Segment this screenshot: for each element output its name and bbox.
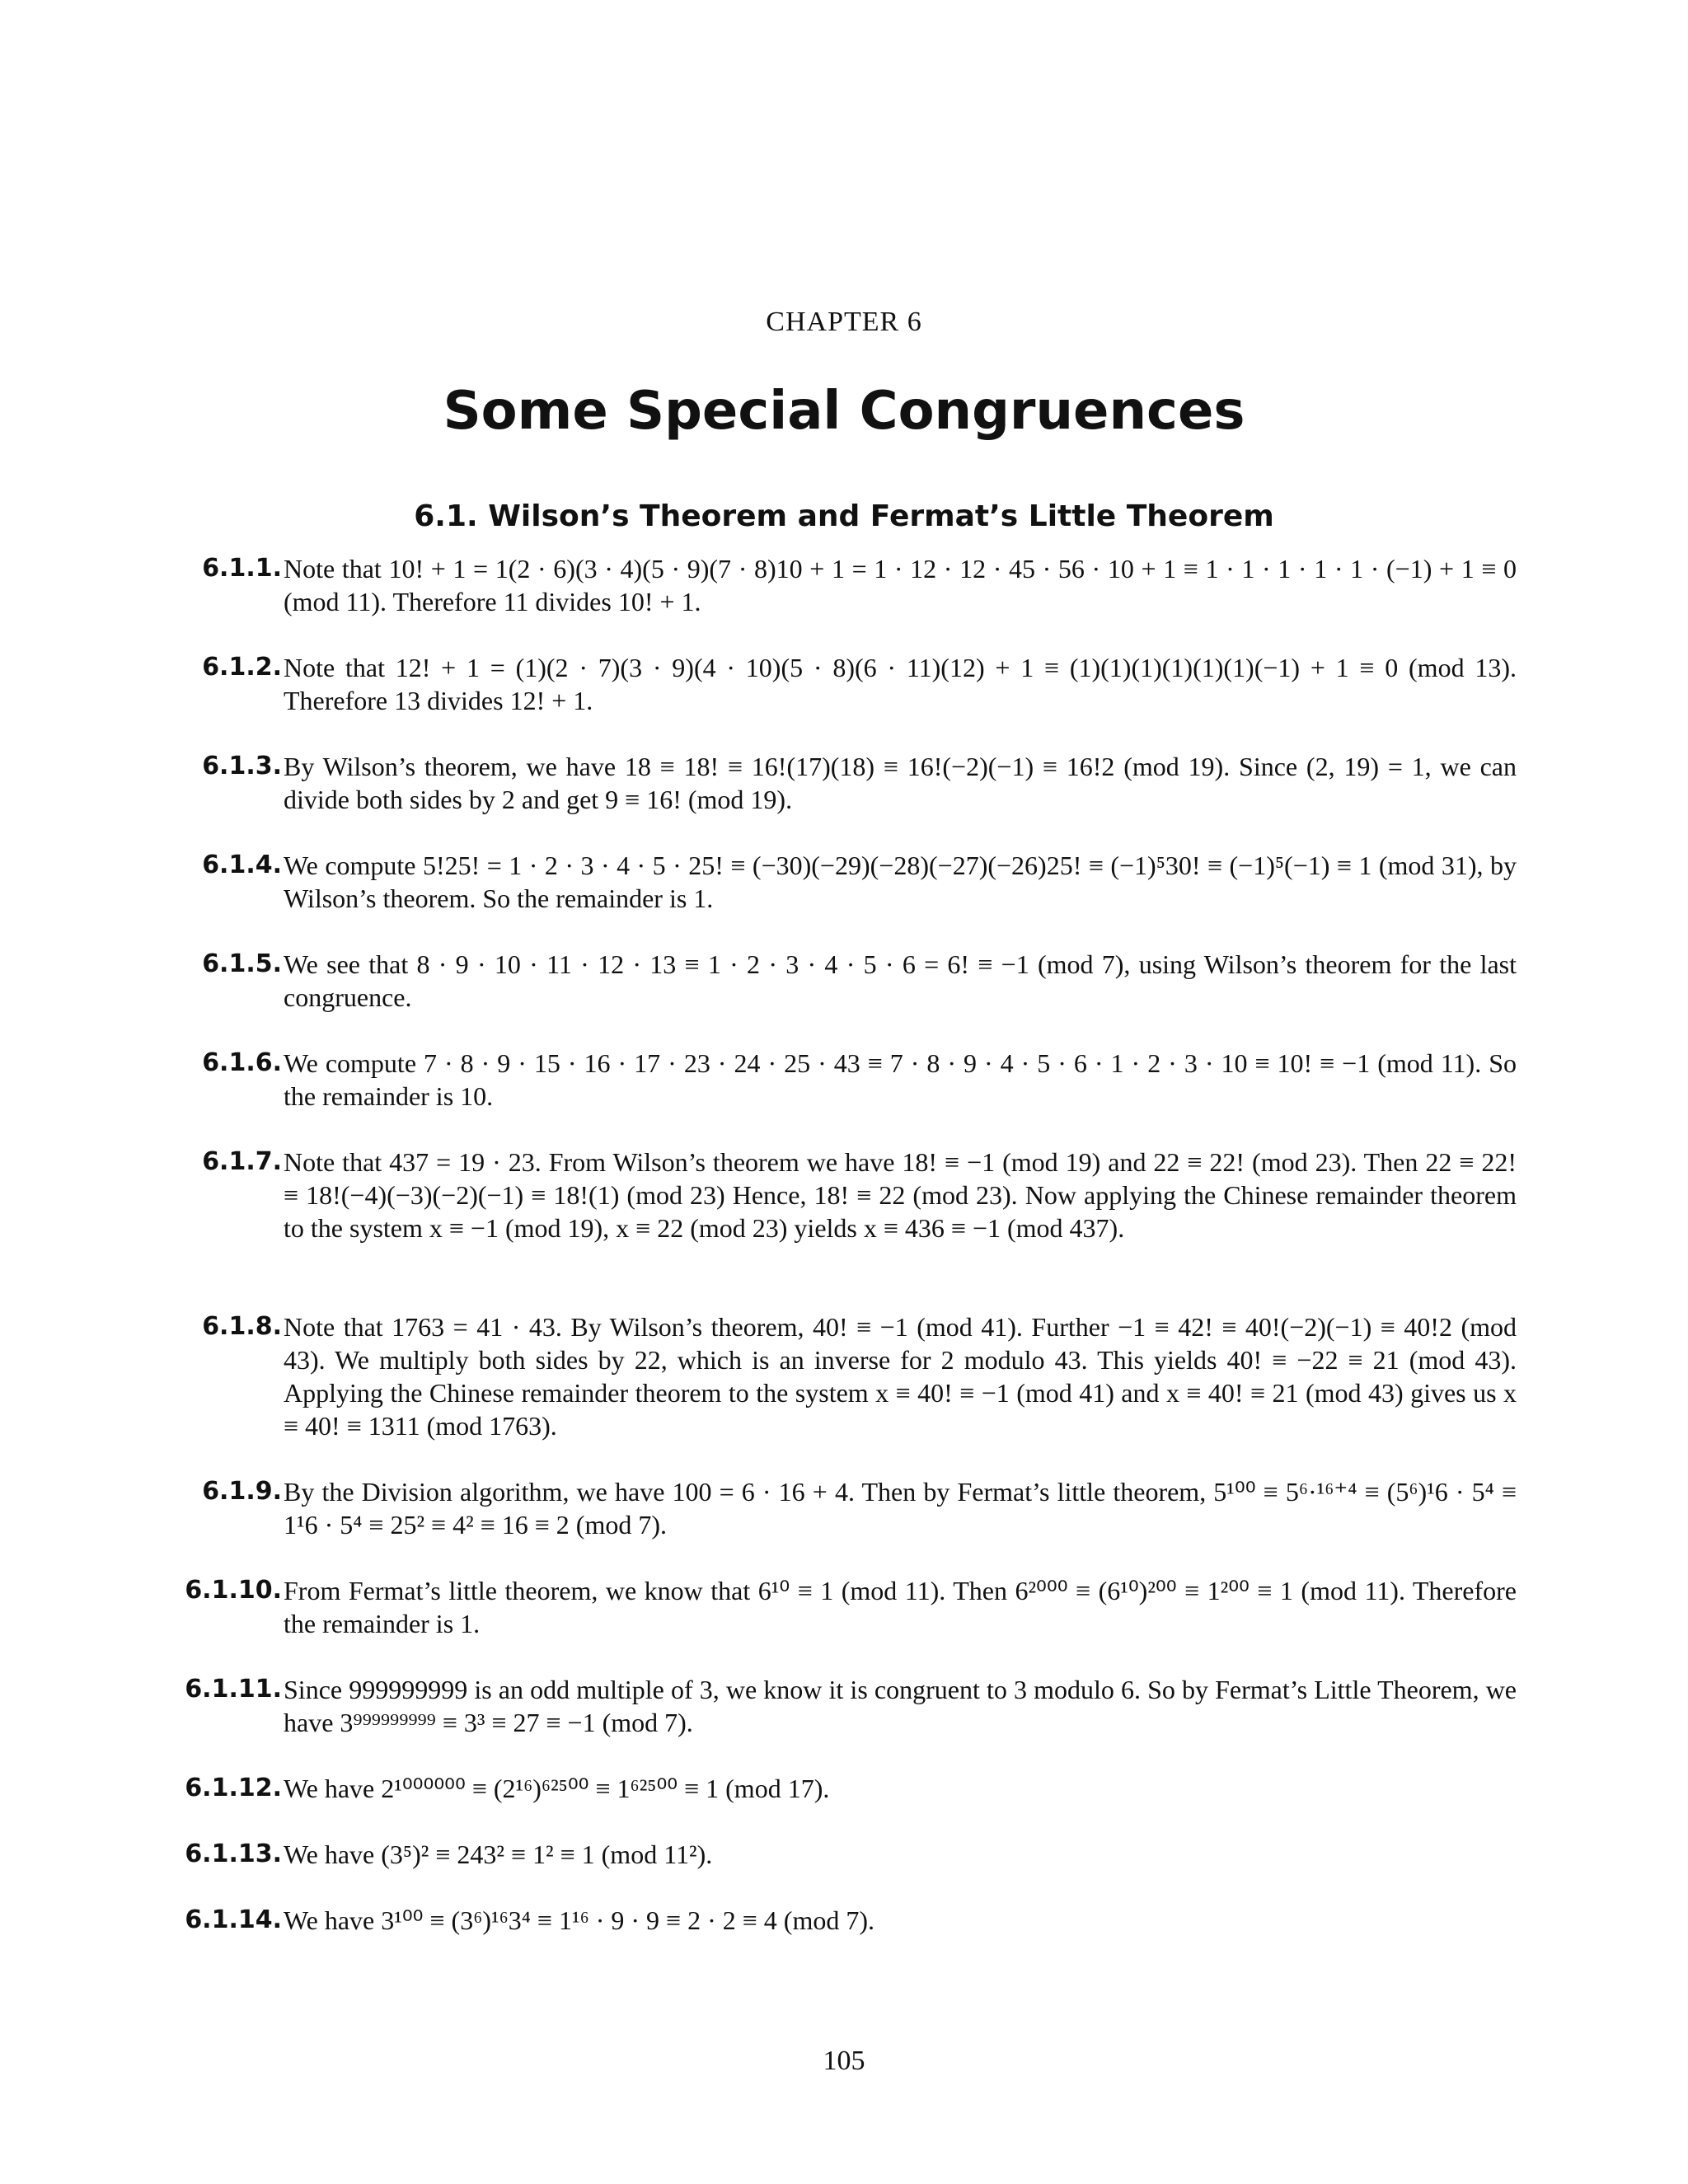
page-number: 105 — [823, 2046, 865, 2076]
solution-text: Note that 10! + 1 = 1(2 · 6)(3 · 4)(5 · 9)(7 · 8)10 + 1 = 1 · 12 · 12 · 45 · 56 · 10 + 1 ≡ 1 · 1 · 1 · 1 · 1 · (−1) + 1 ≡ 0 (mod 11). Therefore 11 divides 10! + 1. — [284, 554, 1517, 616]
solution-number: 6.1.3. — [202, 752, 282, 780]
solution-text: Note that 12! + 1 = (1)(2 · 7)(3 · 9)(4 · 10)(5 · 8)(6 · 11)(12) + 1 ≡ (1)(1)(1)(1)(1)(1)(−1) + 1 ≡ 0 (mod 13). Therefore 13 divides 12! + 1. — [284, 653, 1517, 715]
solution-number: 6.1.11. — [185, 1675, 282, 1704]
solution-text: We have (3⁵)² ≡ 243² ≡ 1² ≡ 1 (mod 11²). — [284, 1840, 713, 1869]
solution-number: 6.1.9. — [202, 1477, 282, 1506]
solution-number: 6.1.1. — [202, 554, 282, 583]
solution-number: 6.1.5. — [202, 949, 282, 978]
solution-number: 6.1.6. — [202, 1048, 282, 1077]
solution-text: Note that 437 = 19 · 23. From Wilson’s theorem we have 18! ≡ −1 (mod 19) and 22 ≡ 22! (mod 23). Then 22 ≡ 22! ≡ 18!(−4)(−3)(−2)(−1) ≡ 18!(1) (mod 23) Hence, 18! ≡ 22 (mod 23). Now applying the Chinese remainder theorem to the system x ≡ −1 (mod 19), x ≡ 22 (mod 23) yields x ≡ 436 ≡ −1 (mod 437). — [284, 1147, 1517, 1243]
solution-number: 6.1.14. — [185, 1905, 282, 1934]
solution-number: 6.1.8. — [202, 1312, 282, 1341]
solution-text: Note that 1763 = 41 · 43. By Wilson’s theorem, 40! ≡ −1 (mod 41). Further −1 ≡ 42! ≡ 40!(−2)(−1) ≡ 40!2 (mod 43). We multiply both sides by 22, which is an inverse for 2 modulo 43. This yields 40! ≡ −22 ≡ 21 (mod 43). Applying the Chinese remainder theorem to the system x ≡ 40! ≡ −1 (mod 41) and x ≡ 40! ≡ 21 (mod 43) gives us x ≡ 40! ≡ 1311 (mod 1763). — [284, 1312, 1517, 1441]
solution-number: 6.1.12. — [185, 1774, 282, 1802]
solution-text: By Wilson’s theorem, we have 18 ≡ 18! ≡ 16!(17)(18) ≡ 16!(−2)(−1) ≡ 16!2 (mod 19). Since (2, 19) = 1, we can divide both sides by 2 and get 9 ≡ 16! (mod 19). — [284, 752, 1517, 814]
solution-number: 6.1.7. — [202, 1147, 282, 1176]
solution-text: We have 2¹⁰⁰⁰⁰⁰⁰ ≡ (2¹⁶)⁶²⁵⁰⁰ ≡ 1⁶²⁵⁰⁰ ≡ 1 (mod 17). — [284, 1774, 830, 1803]
solution-text: We see that 8 · 9 · 10 · 11 · 12 · 13 ≡ 1 · 2 · 3 · 4 · 5 · 6 = 6! ≡ −1 (mod 7), using Wilson’s theorem for the last congruence. — [284, 949, 1517, 1012]
solution-text: We compute 5!25! = 1 · 2 · 3 · 4 · 5 · 25! ≡ (−30)(−29)(−28)(−27)(−26)25! ≡ (−1)⁵30! ≡ (−1)⁵(−1) ≡ 1 (mod 31), by Wilson’s theorem. So the remainder is 1. — [284, 851, 1517, 913]
chapter-label: CHAPTER 6 — [766, 307, 922, 337]
solution-text: From Fermat’s little theorem, we know that 6¹⁰ ≡ 1 (mod 11). Then 6²⁰⁰⁰ ≡ (6¹⁰)²⁰⁰ ≡ 1²⁰⁰ ≡ 1 (mod 11). Therefore the remainder is 1. — [284, 1576, 1517, 1638]
solution-text: We have 3¹⁰⁰ ≡ (3⁶)¹⁶3⁴ ≡ 1¹⁶ · 9 · 9 ≡ 2 · 2 ≡ 4 (mod 7). — [284, 1905, 874, 1935]
section-title: 6.1. Wilson’s Theorem and Fermat’s Little Theorem — [414, 499, 1274, 533]
solution-text: By the Division algorithm, we have 100 = 6 · 16 + 4. Then by Fermat’s little theorem, 5¹⁰⁰ ≡ 5⁶·¹⁶⁺⁴ ≡ (5⁶)¹6 · 5⁴ ≡ 1¹6 · 5⁴ ≡ 25² ≡ 4² ≡ 16 ≡ 2 (mod 7). — [284, 1477, 1517, 1540]
solution-number: 6.1.4. — [202, 851, 282, 879]
solution-text: We compute 7 · 8 · 9 · 15 · 16 · 17 · 23 · 24 · 25 · 43 ≡ 7 · 8 · 9 · 4 · 5 · 6 · 1 · 2 · 3 · 10 ≡ 10! ≡ −1 (mod 11). So the remainder is 10. — [284, 1048, 1517, 1111]
solution-number: 6.1.13. — [185, 1840, 282, 1868]
solution-number: 6.1.10. — [185, 1576, 282, 1605]
solution-number: 6.1.2. — [202, 653, 282, 682]
chapter-title: Some Special Congruences — [443, 381, 1245, 442]
solution-text: Since 999999999 is an odd multiple of 3, we know it is congruent to 3 modulo 6. So by Fermat’s Little Theorem, we have 3⁹⁹⁹⁹⁹⁹⁹⁹⁹ ≡ 3³ ≡ 27 ≡ −1 (mod 7). — [284, 1675, 1517, 1737]
